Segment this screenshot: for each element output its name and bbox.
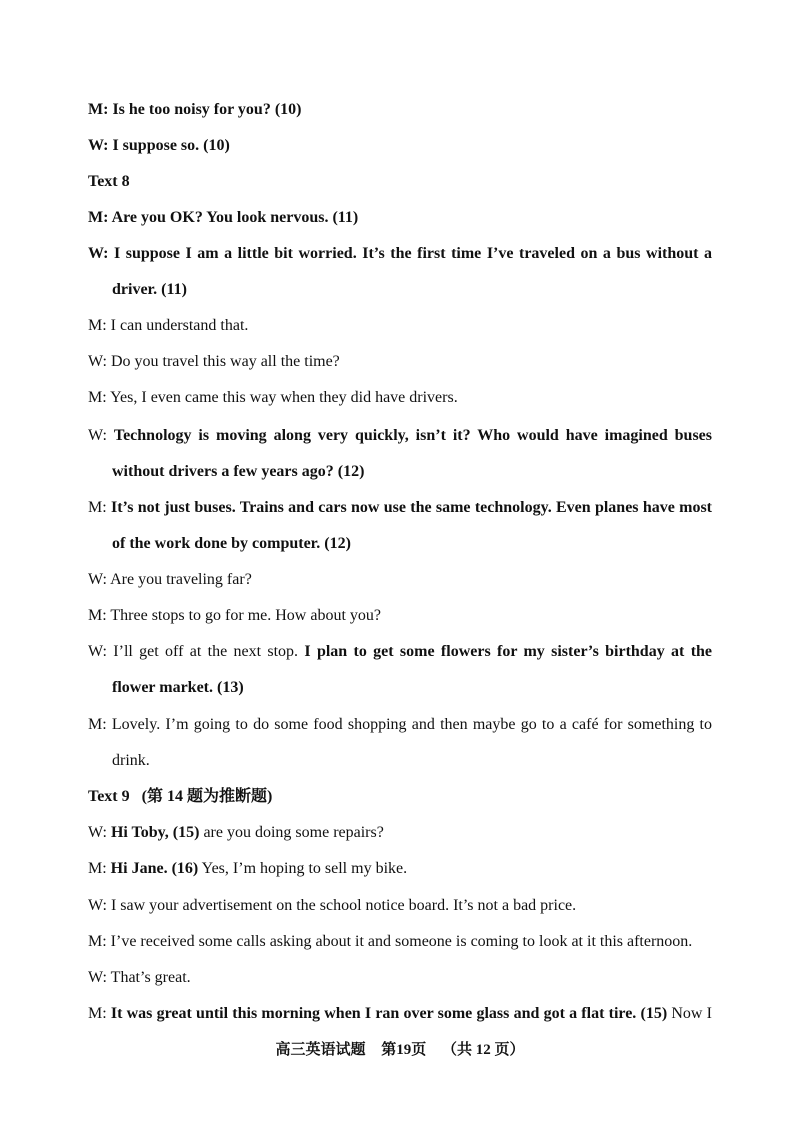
dialogue-line-16-cont: flower market. (13) <box>112 679 244 696</box>
dialogue-line-26: M: It was great until this morning when I ran over some glass and got a flat tire. (15) Now I <box>88 1005 713 1022</box>
dialogue-line-5: W: I suppose I am a little bit worried. It’s the first time I’ve traveled on a bus without a <box>88 245 713 262</box>
dialogue-line-18: M: Lovely. I’m going to do some food shopping and then maybe go to a café for something to <box>88 716 713 733</box>
footer-exam-title: 高三英语试题 <box>275 1042 366 1058</box>
dialogue-line-8: W: Do you travel this way all the time? <box>88 353 340 370</box>
dialogue-line-5-cont: driver. (11) <box>112 281 187 298</box>
dialogue-line-24: M: I’ve received some calls asking about it and someone is coming to look at it this afternoon. <box>88 933 693 950</box>
dialogue-line-22: M: Hi Jane. (16) Yes, I’m hoping to sell my bike. <box>88 860 408 877</box>
dialogue-line-21: W: Hi Toby, (15) are you doing some repairs? <box>88 824 384 841</box>
dialogue-line-7: M: I can understand that. <box>88 317 249 334</box>
section-heading-text-9: Text 9 (第 14 题为推断题) <box>88 788 273 805</box>
page-footer <box>0 1038 800 1059</box>
section-heading-text-8: Text 8 <box>88 173 130 190</box>
dialogue-line-9: M: Yes, I even came this way when they did have drivers. <box>88 389 458 406</box>
dialogue-line-10-cont: without drivers a few years ago? (12) <box>112 463 365 480</box>
dialogue-line-14: W: Are you traveling far? <box>88 571 252 588</box>
dialogue-line-4: M: Are you OK? You look nervous. (11) <box>88 209 359 226</box>
dialogue-line-15: M: Three stops to go for me. How about you? <box>88 607 381 624</box>
dialogue-line-10: W: Technology is moving along very quickly, isn’t it? Who would have imagined buses <box>88 427 713 444</box>
section-note: (第 14 题为推断题) <box>141 788 273 805</box>
footer-page-number: 第19页 <box>381 1042 427 1058</box>
dialogue-line-1: M: Is he too noisy for you? (10) <box>88 101 302 118</box>
dialogue-line-12-cont: of the work done by computer. (12) <box>112 535 351 552</box>
dialogue-line-12: M: It’s not just buses. Trains and cars now use the same technology. Even planes have most <box>88 499 712 516</box>
dialogue-line-23: W: I saw your advertisement on the school notice board. It’s not a bad price. <box>88 897 577 914</box>
dialogue-line-16: W: I’ll get off at the next stop. I plan to get some flowers for my sister’s birthday at the <box>88 643 713 660</box>
dialogue-line-2: W: I suppose so. (10) <box>88 137 230 154</box>
dialogue-line-18-cont: drink. <box>112 752 150 769</box>
dialogue-line-25: W: That’s great. <box>88 969 191 986</box>
footer-total-pages: （共 12 页） <box>442 1042 525 1058</box>
